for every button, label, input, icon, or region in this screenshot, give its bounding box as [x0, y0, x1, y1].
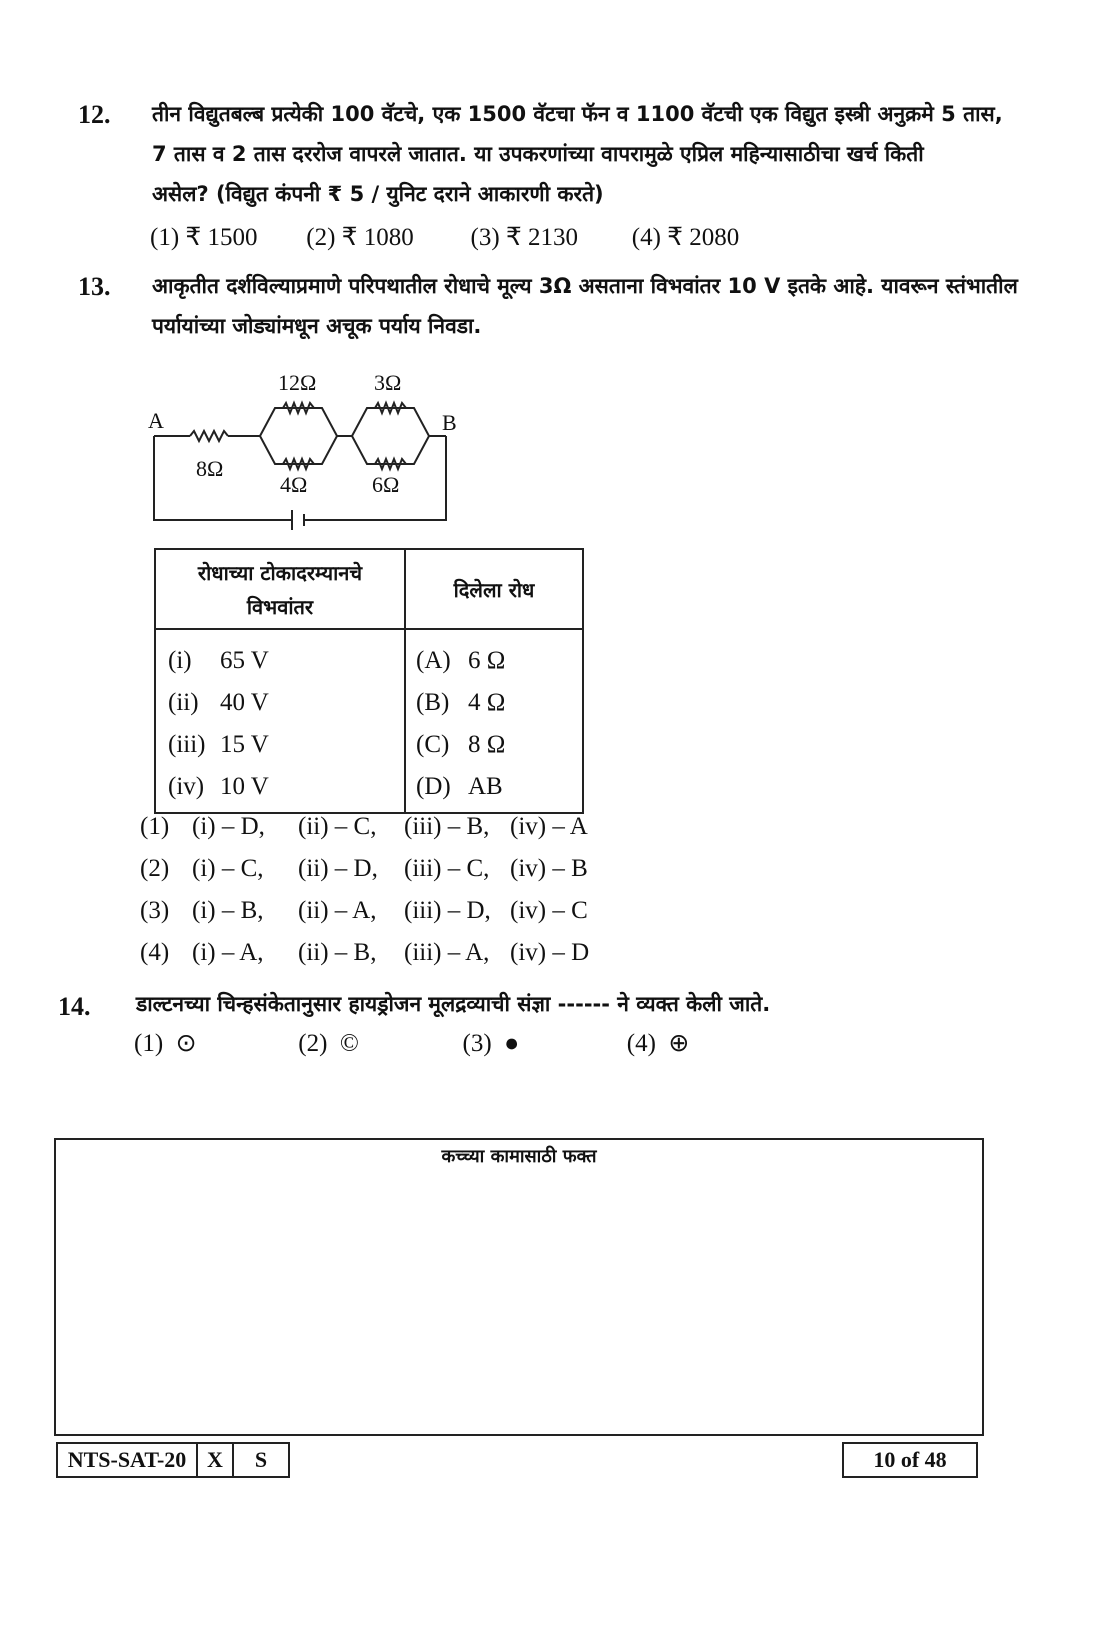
q12-line1: तीन विद्युतबल्ब प्रत्येकी 100 वॅटचे, एक 1500 वॅटचा फॅन व 1100 वॅटची एक विद्युत इस्त्री अनुक्रमे 5 तास, — [152, 102, 1003, 126]
q12-option-3[interactable]: (3) ₹ 2130 — [470, 224, 579, 251]
q13-option-4[interactable]: (4) (i) – A, (ii) – B, (iii) – A, (iv) – D — [140, 939, 590, 966]
q12-number: 12. — [78, 100, 111, 129]
table-right-row: (B) 4 Ω — [416, 689, 506, 716]
q12-option-4[interactable]: (4) ₹ 2080 — [631, 224, 740, 251]
q12-line2: 7 तास व 2 तास दररोज वापरले जातात. या उपकरणांच्या वापरामुळे एप्रिल महिन्यासाठीचा खर्च किती — [152, 142, 924, 166]
parallel-branch-2 — [352, 408, 429, 464]
footer-page-number: 10 of 48 — [842, 1442, 978, 1478]
r-bottom1-label: 4Ω — [280, 472, 308, 497]
copyright-icon: © — [339, 1030, 359, 1057]
r-bottom2-label: 6Ω — [372, 472, 400, 497]
q13-line1: आकृतीत दर्शविल्याप्रमाणे परिपथातील रोधाचे मूल्य 3Ω असताना विभवांतर 10 V इतके आहे. यावरून स्तंभातील — [152, 274, 1018, 298]
table-header-left: रोधाच्या टोकादरम्यानचे विभवांतर — [155, 549, 405, 629]
matching-table — [154, 548, 584, 814]
q13-number: 13. — [78, 272, 111, 301]
table-left-row: (ii) 40 V — [168, 689, 269, 716]
q12-line3: असेल? (विद्युत कंपनी ₹ 5 / युनिट दराने आकारणी करते) — [152, 182, 604, 206]
q13-option-3[interactable]: (3) (i) – B, (ii) – A, (iii) – D, (iv) – C — [140, 897, 588, 924]
q13-options — [140, 806, 589, 974]
footer-code: NTS-SAT-20 — [56, 1442, 198, 1478]
footer-code-group — [56, 1442, 290, 1478]
r-top2-label: 3Ω — [374, 370, 402, 395]
q12-options — [150, 222, 739, 252]
terminal-b-label: B — [442, 410, 457, 435]
terminal-a-label: A — [148, 408, 164, 433]
q14-text: डाल्टनच्या चिन्हसंकेतानुसार हायड्रोजन मूलद्रव्याची संज्ञा ------ ने व्यक्त केली जाते. — [136, 992, 771, 1016]
footer-class: X — [198, 1442, 234, 1478]
q12-option-1[interactable]: (1) ₹ 1500 — [150, 224, 258, 251]
q14-options — [134, 1028, 689, 1058]
table-header-right: दिलेला रोध — [405, 549, 583, 629]
table-left-row: (iii) 15 V — [168, 731, 269, 758]
q12-text — [152, 94, 1032, 214]
resistor-8-ohm — [190, 431, 228, 441]
rough-work-box — [54, 1138, 984, 1436]
table-left-row: (i) 65 V — [168, 647, 269, 674]
q14-number: 14. — [58, 992, 91, 1021]
table-column-left — [155, 629, 405, 813]
table-right-row: (A) 6 Ω — [416, 647, 506, 674]
q14-option-2[interactable]: (2) © — [298, 1030, 359, 1057]
q14-option-4[interactable]: (4) ⊕ — [626, 1030, 690, 1057]
r-top1-label: 12Ω — [278, 370, 317, 395]
parallel-branch-1 — [260, 408, 337, 464]
r-series-label: 8Ω — [196, 456, 224, 481]
circled-plus-icon: ⊕ — [668, 1030, 690, 1057]
filled-circle-icon: ● — [504, 1030, 520, 1057]
table-right-row: (C) 8 Ω — [416, 731, 506, 758]
dot-circle-icon: ⊙ — [175, 1030, 197, 1057]
q13-line2: पर्यायांच्या जोड्यांमधून अचूक पर्याय निवडा. — [152, 314, 482, 338]
q12-option-2[interactable]: (2) ₹ 1080 — [306, 224, 414, 251]
footer-series: S — [234, 1442, 290, 1478]
q13-text — [152, 266, 1032, 346]
q14-option-1[interactable]: (1) ⊙ — [134, 1030, 197, 1057]
q13-option-1[interactable]: (1) (i) – D, (ii) – C, (iii) – B, (iv) – A — [140, 813, 588, 840]
table-right-row: (D) AB — [416, 773, 503, 800]
table-column-right — [405, 629, 583, 813]
q13-option-2[interactable]: (2) (i) – C, (ii) – D, (iii) – C, (iv) – B — [140, 855, 588, 882]
q14-option-3[interactable]: (3) ● — [462, 1030, 520, 1057]
table-left-row: (iv) 10 V — [168, 773, 269, 800]
rough-work-label: कच्च्या कामासाठी फक्त — [441, 1146, 597, 1167]
circuit-diagram — [140, 360, 480, 540]
